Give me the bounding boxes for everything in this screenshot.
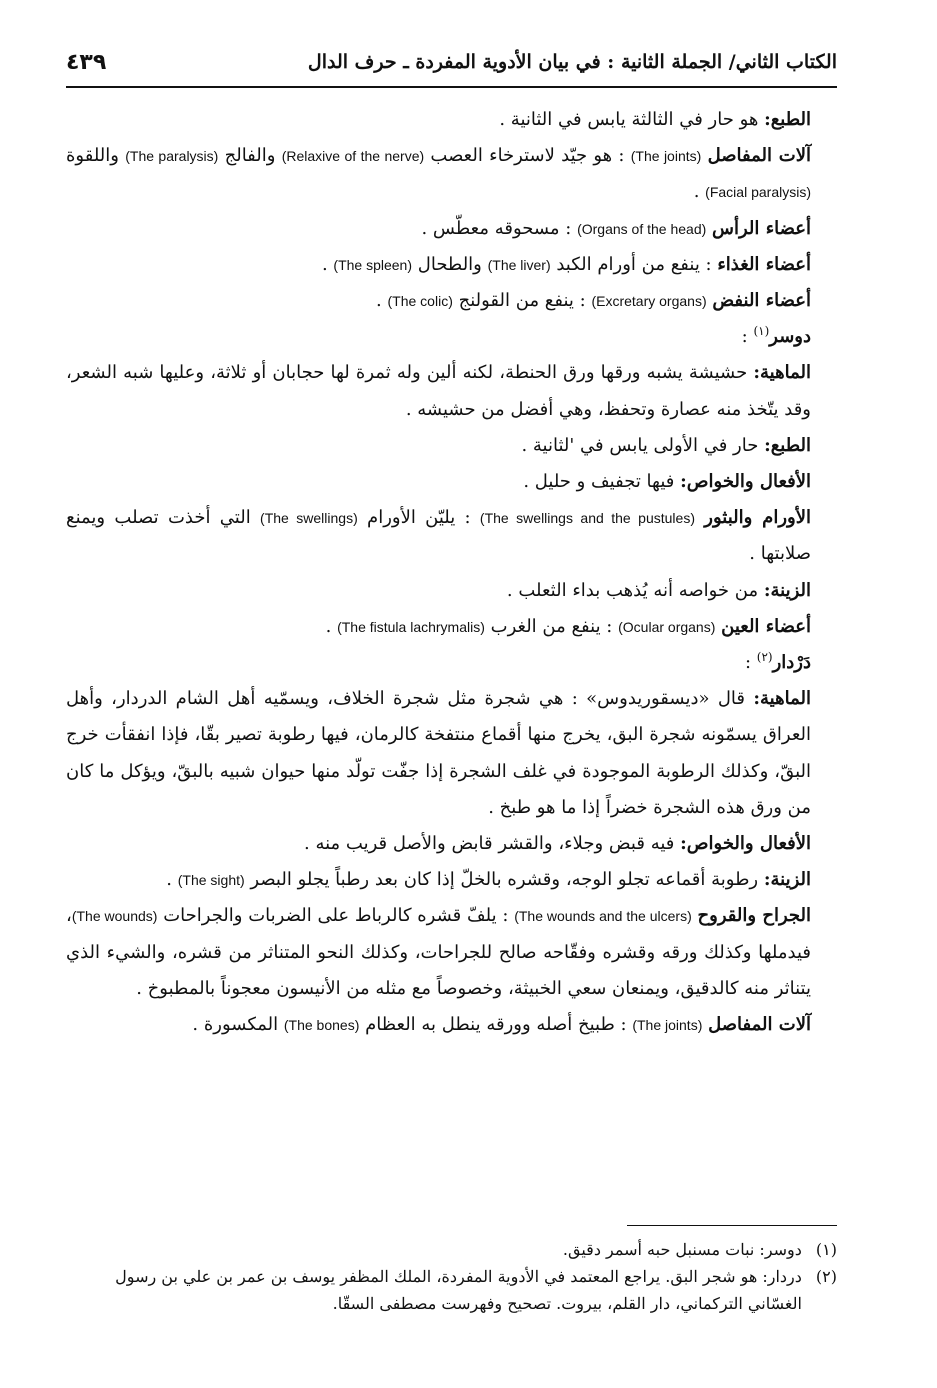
footnote-marker-2: (٢) [756, 650, 773, 665]
paragraph-quiddity-1: الماهية: حشيشة يشبه ورقها ورق الحنطة، لكنه ألين وله ثمرة لها حجابان أو ثلاثة، وعليها شبه الشعر، وقد يتّخذ منه عصارة وتحفظ، وهي أفضل من حشيشه . [66, 362, 811, 420]
paragraph-actions-2: الأفعال والخواص: فيه قبض وجلاء، والقشر قابض والأصل قريب منه . [304, 833, 811, 855]
page-number: ٤٣٩ [66, 49, 107, 75]
paragraph-actions-1: الأفعال والخواص: فيها تجفيف و حليل . [523, 471, 811, 493]
entry-heading-dawsar: دوسر$^{(١)}$ : [741, 324, 811, 348]
footnote-2: (٢) دردار: هو شجر البق. يراجع المعتمد في الأدوية المفردة، الملك المظفر يوسف بن عمر بن علي بن رسول الغسّاني التركماني، دار القلم، بيروت. تصحيح وفهرست مصطفى السقّا. [115, 1267, 837, 1313]
footnote-divider [627, 1225, 837, 1226]
paragraph-joints-1: آلات المفاصل (The joints) : هو جيّد لاسترخاء العصب (Relaxive of the nerve) والفالج (The paralysis) واللقوة (Facial paralysis) . [66, 145, 811, 203]
paragraph-quiddity-2: الماهية: قال «ديسقوريدوس» : هي شجرة مثل شجرة الخلاف، ويسمّيه أهل الشام الدردار، وأهل العراق يسمّونه شجرة البق، يخرج منها أقماع منتفخة كالرمان، فيها رطوبة تصير بقّا، فإذا انفقأت خرج البقّ، وكذلك الرطوبة الموجودة في غلف الشجرة إذا جفّت تولّد منها حيوان شبيه بالبقّ، ويؤكل ما كان من ورق هذه الشجرة خضراً إذا ما هو طبخ . [66, 688, 811, 818]
paragraph-swellings: الأورام والبثور (The swellings and the pustules) : يليّن الأورام (The swellings) التي أخذت تصلب ويمنع صلابتها . [66, 507, 811, 565]
paragraph-excretory-organs: أعضاء النفض (Excretary organs) : ينفع من القولنج (The colic) . [376, 290, 811, 312]
paragraph-head-organs: أعضاء الرأس (Organs of the head) : مسحوقه معطّس . [421, 217, 811, 239]
paragraph-wounds: الجراح والقروح (The wounds and the ulcers) : يلفّ قشره كالرباط على الضربات والجراحات (The wounds)، فيدملها وكذلك ورقه وقشره وفقّاحه صالح للجراحات، وكذلك النحو المتناثر من قشره، والشيء الذي يتناثر منه كالدقيق، ويمنعان سعي الخبيثة، وخصوصاً مع مثله من الأنيسون معجوناً بالمطبوخ . [66, 905, 811, 999]
paragraph-nutrition-organs: أعضاء الغذاء : ينفع من أورام الكبد (The liver) والطحال (The spleen) . [321, 253, 811, 275]
footnote-1: (١) دوسر: نبات مسنبل حبه أسمر دقيق. [562, 1240, 837, 1259]
paragraph-adornment-2: الزينة: رطوبة أقماعه تجلو الوجه، وقشره بالخلّ إذا كان بعد رطباً يجلو البصر (The sight) . [166, 869, 811, 891]
paragraph-joints-2: آلات المفاصل (The joints) : طبيخ أصله وورقه ينطل به العظام (The bones) المكسورة . [192, 1014, 811, 1036]
page-header [66, 38, 837, 88]
running-title: الكتاب الثاني/ الجملة الثانية : في بيان الأدوية المفردة ـ حرف الدال [307, 51, 837, 73]
footnotes [66, 1236, 837, 1317]
page-body [66, 102, 837, 1043]
paragraph-temperament-1: الطبع: هو حار في الثالثة يابس في الثانية . [499, 109, 811, 130]
footnote-marker-1: (١) [753, 324, 770, 339]
paragraph-eye-organs: أعضاء العين (Ocular organs) : ينفع من الغرب (The fistula lachrymalis) . [325, 615, 811, 637]
paragraph-temperament-2: الطبع: حار في الأولى يابس في 'لثانية . [521, 434, 811, 456]
paragraph-adornment-1: الزينة: من خواصه أنه يُذهب بداء الثعلب . [506, 579, 811, 601]
entry-heading-dardar: دَرْدار$^{(٢)}$ : [744, 650, 811, 674]
